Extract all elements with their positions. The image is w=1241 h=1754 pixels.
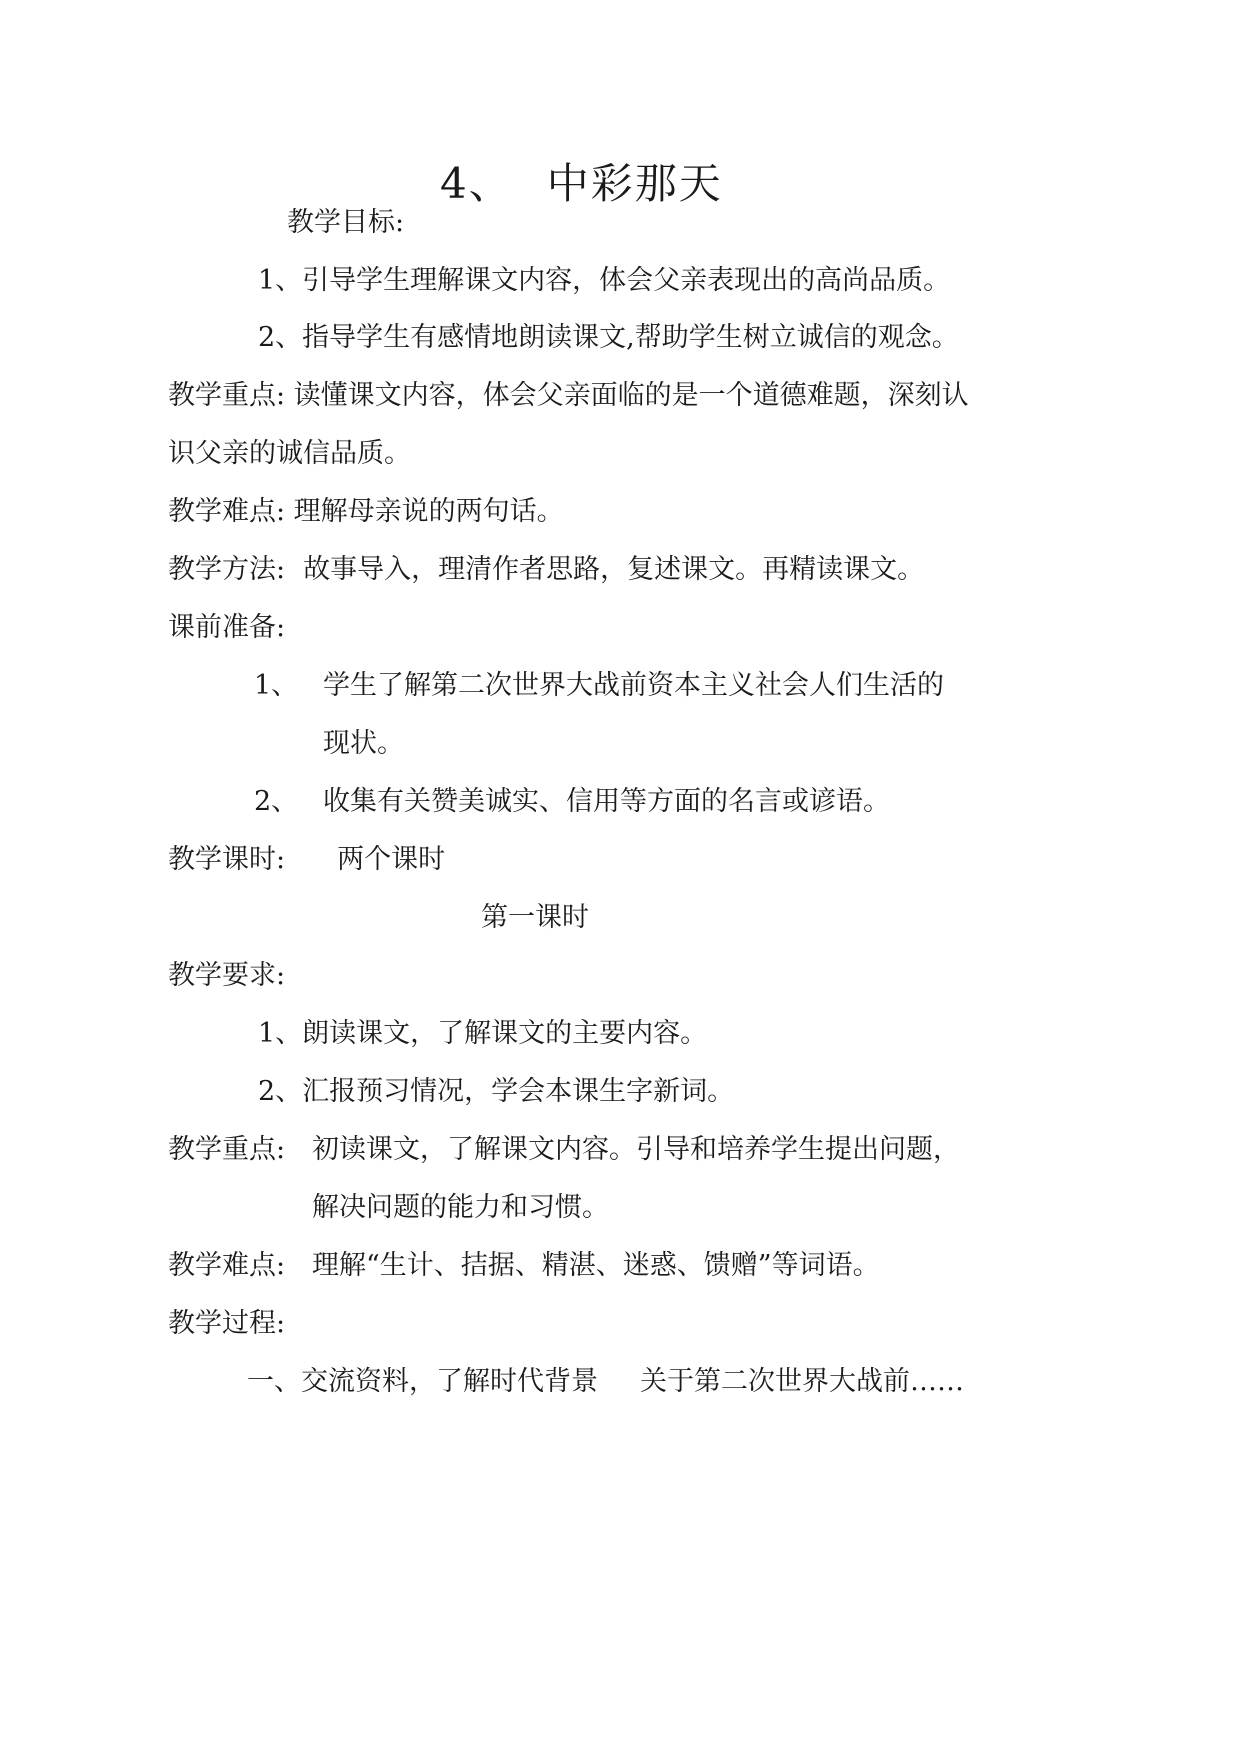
key-points-line-1: 教学重点: 读懂课文内容，体会父亲面临的是一个道德难题，深刻认 bbox=[168, 380, 969, 411]
prep-1-line-1: 学生了解第二次世界大战前资本主义社会人们生活的 bbox=[323, 670, 944, 701]
hours-text: 两个课时 bbox=[337, 844, 446, 875]
method-line bbox=[168, 550, 924, 590]
hours-label: 教学课时: bbox=[168, 844, 286, 875]
objectives-label: 教学目标: bbox=[287, 207, 405, 238]
lesson-number: 4、 bbox=[440, 159, 513, 208]
requirements-label: 教学要求: bbox=[168, 960, 286, 991]
process-label: 教学过程: bbox=[168, 1308, 286, 1339]
difficulty: 教学难点: 理解母亲说的两句话。 bbox=[168, 496, 564, 527]
prep-2-number: 2、 bbox=[254, 786, 299, 817]
objective-2: 2、指导学生有感情地朗读课文,帮助学生树立诚信的观念。 bbox=[258, 322, 959, 353]
requirement-1: 1、朗读课文，了解课文的主要内容。 bbox=[258, 1018, 708, 1049]
key-points-2-label: 教学重点: bbox=[168, 1134, 286, 1165]
lesson-title bbox=[440, 156, 723, 212]
key-points-2-line-1: 初读课文，了解课文内容。引导和培养学生提出问题， bbox=[312, 1134, 960, 1165]
process-step-1-note: 关于第二次世界大战前…… bbox=[640, 1366, 964, 1397]
key-points-2-line-2: 解决问题的能力和习惯。 bbox=[312, 1192, 609, 1223]
requirement-2: 2、汇报预习情况，学会本课生字新词。 bbox=[258, 1076, 735, 1107]
hours-line bbox=[168, 840, 445, 880]
key-points-line-2: 识父亲的诚信品质。 bbox=[168, 438, 411, 469]
prep-1-line-2: 现状。 bbox=[323, 728, 404, 759]
process-step-1: 一、交流资料，了解时代背景 bbox=[247, 1366, 598, 1397]
method-text: 故事导入，理清作者思路，复述课文。再精读课文。 bbox=[303, 554, 925, 585]
difficulty-2-label: 教学难点: bbox=[168, 1250, 286, 1281]
lesson-1-heading: 第一课时 bbox=[481, 902, 589, 933]
method-label: 教学方法: bbox=[168, 554, 286, 585]
prep-1-number: 1、 bbox=[254, 670, 299, 701]
objective-1: 1、引导学生理解课文内容，体会父亲表现出的高尚品质。 bbox=[258, 265, 951, 296]
difficulty-2-text: 理解“生计、拮据、精湛、迷惑、馈赠”等词语。 bbox=[312, 1250, 880, 1281]
lesson-title-text: 中彩那天 bbox=[546, 159, 723, 208]
prep-label: 课前准备: bbox=[168, 612, 286, 643]
prep-2-text: 收集有关赞美诚实、信用等方面的名言或谚语。 bbox=[323, 786, 890, 817]
